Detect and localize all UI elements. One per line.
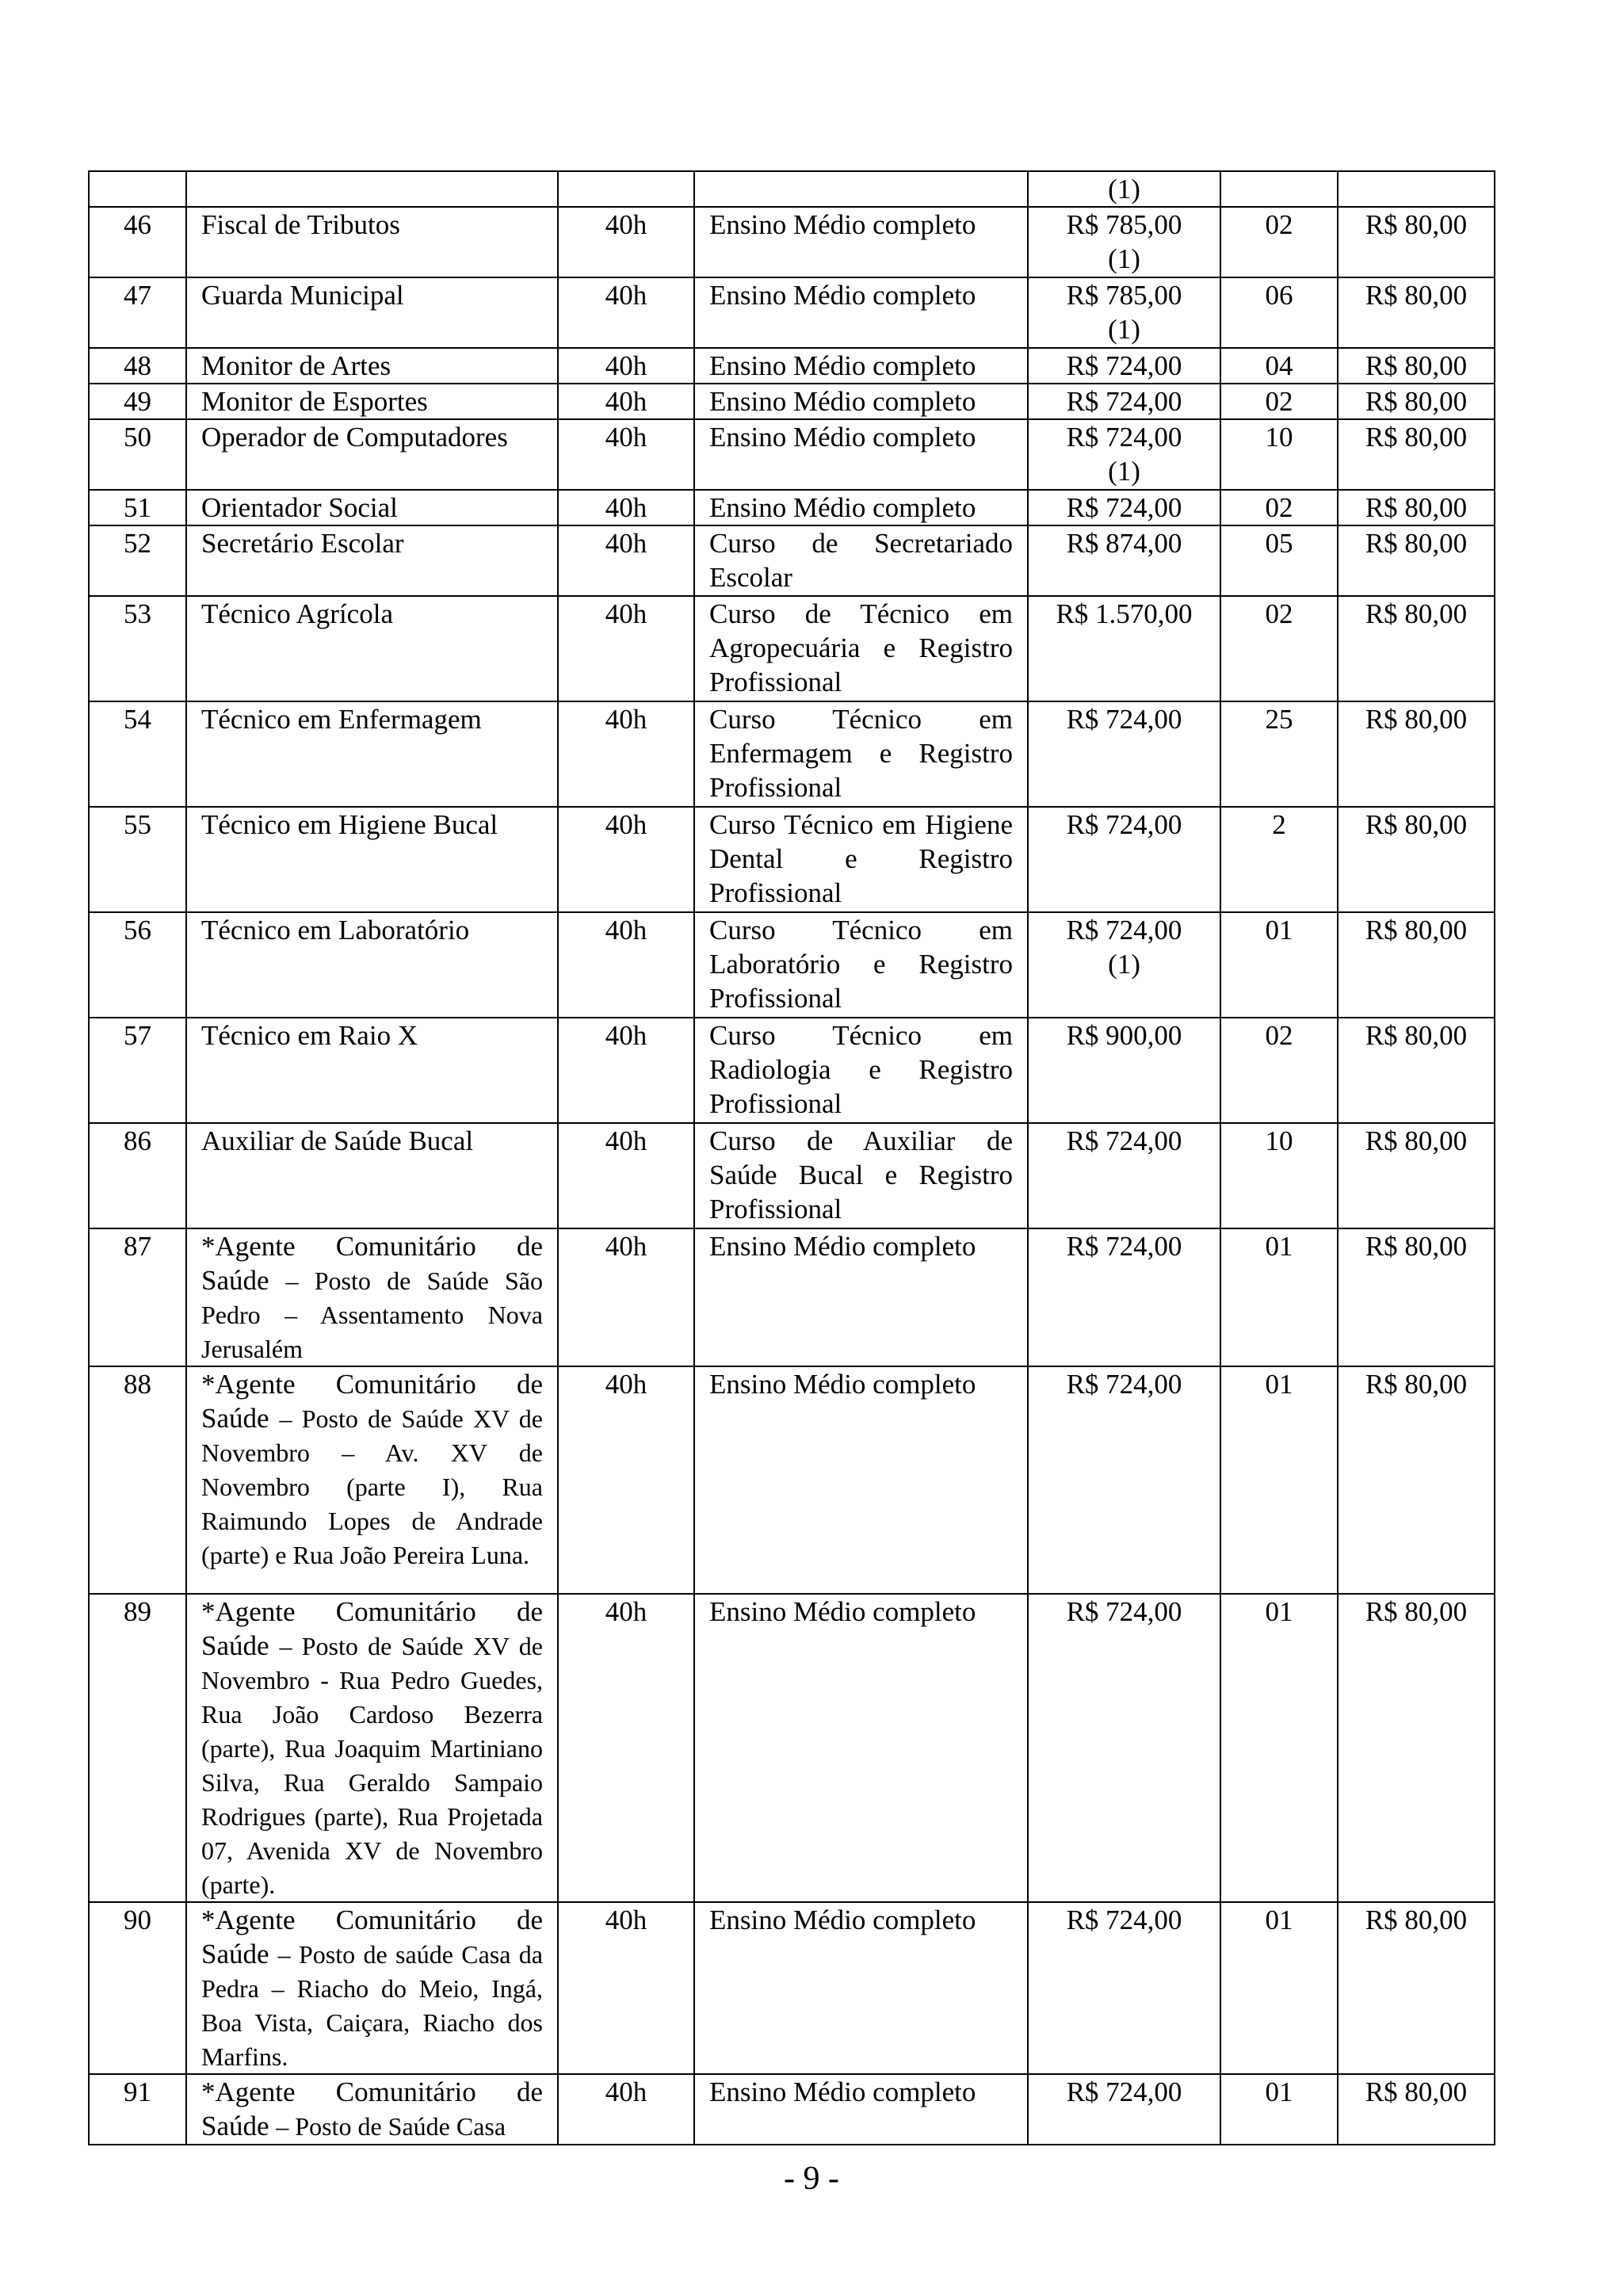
cell-vacancies xyxy=(1220,348,1338,384)
positions-table xyxy=(88,170,1495,2145)
cell-fee xyxy=(1338,701,1495,807)
salary: R$ 874,00 xyxy=(1066,528,1182,559)
cell-fee xyxy=(1338,348,1495,384)
cell-role xyxy=(186,384,558,419)
role-name: *Agente Comunitário de Saúde xyxy=(201,2076,543,2141)
role-detail: – Posto de saúde Casa da Pedra – Riacho do Meio, Ingá, Boa Vista, Caiçara, Riacho dos Marfins. xyxy=(201,1940,544,2071)
requirement: Curso de Secretariado Escolar xyxy=(709,528,1013,593)
cell-requirement xyxy=(694,1123,1028,1228)
registration-fee: R$ 80,00 xyxy=(1365,528,1468,559)
vacancies: 2 xyxy=(1272,809,1286,840)
cell-vacancies xyxy=(1220,1123,1338,1228)
cell-number xyxy=(89,2074,186,2145)
table-row xyxy=(89,701,1495,807)
cell-role xyxy=(186,596,558,701)
requirement: Ensino Médio completo xyxy=(709,280,976,311)
salary-note: (1) xyxy=(1108,949,1140,980)
requirement: Ensino Médio completo xyxy=(709,492,976,523)
cell-number xyxy=(89,1123,186,1228)
cell-vacancies xyxy=(1220,807,1338,912)
cell-hours xyxy=(558,701,694,807)
cell-fee xyxy=(1338,1018,1495,1123)
cell-requirement xyxy=(694,1366,1028,1594)
cell-fee xyxy=(1338,1902,1495,2074)
cell-fee xyxy=(1338,596,1495,701)
salary: R$ 785,00 xyxy=(1066,209,1182,240)
role-name: Técnico em Laboratório xyxy=(201,915,470,946)
role-detail: – Posto de Saúde Casa xyxy=(276,2112,506,2141)
work-hours: 40h xyxy=(605,386,647,417)
salary-note: (1) xyxy=(1108,456,1140,487)
cell-hours xyxy=(558,2074,694,2145)
registration-fee: R$ 80,00 xyxy=(1365,1369,1468,1400)
row-number: 48 xyxy=(124,350,151,381)
work-hours: 40h xyxy=(605,209,647,240)
row-number: 91 xyxy=(124,2076,151,2107)
work-hours: 40h xyxy=(605,915,647,946)
table-row xyxy=(89,1018,1495,1123)
cell-role xyxy=(186,277,558,348)
salary: R$ 724,00 xyxy=(1066,350,1182,381)
cell-salary xyxy=(1028,277,1220,348)
vacancies: 10 xyxy=(1265,422,1293,453)
cell-salary xyxy=(1028,2074,1220,2145)
page-number: - 9 - xyxy=(784,2160,839,2197)
requirement: Ensino Médio completo xyxy=(709,1369,976,1400)
cell-fee xyxy=(1338,207,1495,277)
table-row xyxy=(89,1123,1495,1228)
salary: R$ 724,00 xyxy=(1066,704,1182,735)
role-name: Secretário Escolar xyxy=(201,528,404,559)
vacancies: 06 xyxy=(1265,280,1293,311)
cell-hours xyxy=(558,1228,694,1366)
cell-role xyxy=(186,1902,558,2074)
table-row xyxy=(89,207,1495,277)
vacancies: 01 xyxy=(1265,1596,1293,1627)
cell-hours xyxy=(558,1902,694,2074)
cell-requirement xyxy=(694,1594,1028,1902)
table-row xyxy=(89,2074,1495,2145)
cell-salary xyxy=(1028,1594,1220,1902)
cell-vacancies xyxy=(1220,1366,1338,1594)
vacancies: 10 xyxy=(1265,1125,1293,1156)
vacancies: 02 xyxy=(1265,386,1293,417)
row-number: 54 xyxy=(124,704,151,735)
cell-salary xyxy=(1028,807,1220,912)
cell-requirement xyxy=(694,1018,1028,1123)
cell-role xyxy=(186,1594,558,1902)
cell-salary xyxy=(1028,490,1220,525)
cell-role xyxy=(186,490,558,525)
cell-salary xyxy=(1028,384,1220,419)
vacancies: 04 xyxy=(1265,350,1293,381)
cell-number xyxy=(89,419,186,490)
vacancies: 25 xyxy=(1265,704,1293,735)
cell-role xyxy=(186,1228,558,1366)
cell-salary xyxy=(1028,596,1220,701)
requirement: Curso Técnico em Laboratório e Registro Profissional xyxy=(709,915,1013,1014)
work-hours: 40h xyxy=(605,598,647,629)
cell-salary xyxy=(1028,1902,1220,2074)
registration-fee: R$ 80,00 xyxy=(1365,2076,1468,2107)
cell-hours xyxy=(558,1366,694,1594)
vacancies: 01 xyxy=(1265,1231,1293,1262)
cell-vacancies xyxy=(1220,1594,1338,1902)
salary: R$ 724,00 xyxy=(1066,2076,1182,2107)
role-name: Técnico Agrícola xyxy=(201,598,393,629)
cell-requirement xyxy=(694,419,1028,490)
vacancies: 02 xyxy=(1265,209,1293,240)
row-number: 47 xyxy=(124,280,151,311)
row-number: 90 xyxy=(124,1904,151,1935)
cell-number xyxy=(89,525,186,596)
cell-requirement xyxy=(694,596,1028,701)
registration-fee: R$ 80,00 xyxy=(1365,422,1468,453)
cell-salary xyxy=(1028,348,1220,384)
cell-role xyxy=(186,207,558,277)
cell-fee xyxy=(1338,1123,1495,1228)
cell-role xyxy=(186,419,558,490)
cell-number xyxy=(89,1018,186,1123)
salary: R$ 724,00 xyxy=(1066,492,1182,523)
cell-number xyxy=(89,1228,186,1366)
registration-fee: R$ 80,00 xyxy=(1365,492,1468,523)
cell-vacancies xyxy=(1220,384,1338,419)
cell-hours xyxy=(558,807,694,912)
cell-role xyxy=(186,807,558,912)
cell-role xyxy=(186,1123,558,1228)
cell-requirement xyxy=(694,525,1028,596)
registration-fee: R$ 80,00 xyxy=(1365,704,1468,735)
role-detail: – Posto de Saúde São Pedro – Assentamento Nova Jerusalém xyxy=(201,1266,544,1363)
cell-hours xyxy=(558,419,694,490)
salary: R$ 724,00 xyxy=(1066,809,1182,840)
role-name: Auxiliar de Saúde Bucal xyxy=(201,1125,474,1156)
cell-fee xyxy=(1338,2074,1495,2145)
salary: R$ 724,00 xyxy=(1066,1231,1182,1262)
cell-hours xyxy=(558,1594,694,1902)
table-row xyxy=(89,171,1495,207)
work-hours: 40h xyxy=(605,1231,647,1262)
salary: R$ 724,00 xyxy=(1066,1369,1182,1400)
cell-fee xyxy=(1338,1228,1495,1366)
cell-number xyxy=(89,701,186,807)
role-name: *Agente Comunitário de Saúde xyxy=(201,1596,543,1661)
cell-number xyxy=(89,384,186,419)
vacancies: 02 xyxy=(1265,492,1293,523)
requirement: Curso Técnico em Radiologia e Registro Profissional xyxy=(709,1020,1013,1119)
requirement: Ensino Médio completo xyxy=(709,2076,976,2107)
row-number: 46 xyxy=(124,209,151,240)
cell-vacancies xyxy=(1220,701,1338,807)
cell-vacancies xyxy=(1220,1902,1338,2074)
vacancies: 05 xyxy=(1265,528,1293,559)
cell-fee xyxy=(1338,384,1495,419)
registration-fee: R$ 80,00 xyxy=(1365,915,1468,946)
requirement: Curso de Técnico em Agropecuária e Registro Profissional xyxy=(709,598,1013,697)
cell-vacancies xyxy=(1220,596,1338,701)
vacancies: 01 xyxy=(1265,915,1293,946)
registration-fee: R$ 80,00 xyxy=(1365,1020,1468,1051)
role-name: *Agente Comunitário de Saúde xyxy=(201,1369,543,1434)
cell-hours xyxy=(558,384,694,419)
row-number: 53 xyxy=(124,598,151,629)
row-number: 49 xyxy=(124,386,151,417)
role-name: Fiscal de Tributos xyxy=(201,209,400,240)
registration-fee: R$ 80,00 xyxy=(1365,386,1468,417)
cell-fee xyxy=(1338,525,1495,596)
cell-salary xyxy=(1028,912,1220,1018)
cell-salary xyxy=(1028,1228,1220,1366)
cell-salary xyxy=(1028,419,1220,490)
role-name: *Agente Comunitário de Saúde xyxy=(201,1231,543,1296)
table-row xyxy=(89,384,1495,419)
salary-note: (1) xyxy=(1108,314,1140,345)
cell-number xyxy=(89,207,186,277)
cell-number xyxy=(89,1902,186,2074)
cell-fee xyxy=(1338,807,1495,912)
salary: R$ 785,00 xyxy=(1066,280,1182,311)
cell-role xyxy=(186,701,558,807)
table-row xyxy=(89,277,1495,348)
work-hours: 40h xyxy=(605,528,647,559)
role-name: Monitor de Esportes xyxy=(201,386,428,417)
cell-requirement xyxy=(694,384,1028,419)
cell-requirement xyxy=(694,171,1028,207)
role-detail: – Posto de Saúde XV de Novembro – Av. XV de Novembro (parte I), Rua Raimundo Lopes de Andrade (parte) e Rua João Pereira Luna. xyxy=(201,1404,543,1569)
work-hours: 40h xyxy=(605,350,647,381)
vacancies: 02 xyxy=(1265,598,1293,629)
table-row xyxy=(89,1228,1495,1366)
requirement: Ensino Médio completo xyxy=(709,209,976,240)
salary: R$ 724,00 xyxy=(1066,1125,1182,1156)
requirement: Curso Técnico em Higiene Dental e Registro Profissional xyxy=(709,809,1013,908)
cell-requirement xyxy=(694,807,1028,912)
cell-role xyxy=(186,171,558,207)
salary-note: (1) xyxy=(1108,243,1140,274)
role-name: Monitor de Artes xyxy=(201,350,391,381)
work-hours: 40h xyxy=(605,492,647,523)
salary: R$ 724,00 xyxy=(1066,422,1182,453)
cell-fee xyxy=(1338,171,1495,207)
row-number: 89 xyxy=(124,1596,151,1627)
cell-vacancies xyxy=(1220,419,1338,490)
cell-vacancies xyxy=(1220,207,1338,277)
cell-role xyxy=(186,1018,558,1123)
work-hours: 40h xyxy=(605,809,647,840)
row-number: 57 xyxy=(124,1020,151,1051)
table-row xyxy=(89,1366,1495,1594)
cell-requirement xyxy=(694,277,1028,348)
requirement: Ensino Médio completo xyxy=(709,422,976,453)
work-hours: 40h xyxy=(605,280,647,311)
row-number: 56 xyxy=(124,915,151,946)
cell-fee xyxy=(1338,419,1495,490)
row-number: 52 xyxy=(124,528,151,559)
salary: R$ 724,00 xyxy=(1066,1904,1182,1935)
requirement: Ensino Médio completo xyxy=(709,1904,976,1935)
cell-number xyxy=(89,912,186,1018)
vacancies: 01 xyxy=(1265,1904,1293,1935)
requirement: Ensino Médio completo xyxy=(709,350,976,381)
cell-salary xyxy=(1028,207,1220,277)
cell-vacancies xyxy=(1220,277,1338,348)
cell-requirement xyxy=(694,701,1028,807)
registration-fee: R$ 80,00 xyxy=(1365,598,1468,629)
cell-role xyxy=(186,525,558,596)
cell-salary xyxy=(1028,1366,1220,1594)
cell-fee xyxy=(1338,490,1495,525)
row-number: 50 xyxy=(124,422,151,453)
row-number: 51 xyxy=(124,492,151,523)
requirement: Ensino Médio completo xyxy=(709,1231,976,1262)
cell-requirement xyxy=(694,2074,1028,2145)
registration-fee: R$ 80,00 xyxy=(1365,209,1468,240)
registration-fee: R$ 80,00 xyxy=(1365,809,1468,840)
cell-number xyxy=(89,596,186,701)
table-row xyxy=(89,525,1495,596)
requirement: Curso Técnico em Enfermagem e Registro Profissional xyxy=(709,704,1013,803)
cell-hours xyxy=(558,1123,694,1228)
cell-hours xyxy=(558,171,694,207)
registration-fee: R$ 80,00 xyxy=(1365,1231,1468,1262)
cell-role xyxy=(186,1366,558,1594)
cell-salary xyxy=(1028,1123,1220,1228)
cell-hours xyxy=(558,348,694,384)
cell-number xyxy=(89,277,186,348)
cell-requirement xyxy=(694,348,1028,384)
cell-salary xyxy=(1028,1018,1220,1123)
row-number: 88 xyxy=(124,1369,151,1400)
table-row xyxy=(89,807,1495,912)
requirement: Ensino Médio completo xyxy=(709,1596,976,1627)
salary: R$ 724,00 xyxy=(1066,1596,1182,1627)
row-number: 86 xyxy=(124,1125,151,1156)
work-hours: 40h xyxy=(605,704,647,735)
work-hours: 40h xyxy=(605,1125,647,1156)
cell-hours xyxy=(558,277,694,348)
cell-vacancies xyxy=(1220,171,1338,207)
cell-salary xyxy=(1028,701,1220,807)
vacancies: 01 xyxy=(1265,2076,1293,2107)
table-row xyxy=(89,348,1495,384)
cell-requirement xyxy=(694,1902,1028,2074)
table-body xyxy=(89,171,1495,2145)
work-hours: 40h xyxy=(605,1904,647,1935)
registration-fee: R$ 80,00 xyxy=(1365,1125,1468,1156)
registration-fee: R$ 80,00 xyxy=(1365,280,1468,311)
cell-vacancies xyxy=(1220,1228,1338,1366)
role-detail: – Posto de Saúde XV de Novembro - Rua Pedro Guedes, Rua João Cardoso Bezerra (parte), Rua Joaquim Martiniano Silva, Rua Geraldo Sampaio Rodrigues (parte), Rua Projetada 07, Avenida XV de Novembro (parte). xyxy=(201,1632,543,1899)
cell-number xyxy=(89,490,186,525)
cell-vacancies xyxy=(1220,912,1338,1018)
role-name: Técnico em Raio X xyxy=(201,1020,418,1051)
table-row xyxy=(89,419,1495,490)
cell-number xyxy=(89,1594,186,1902)
role-name: *Agente Comunitário de Saúde xyxy=(201,1904,543,1969)
cell-number xyxy=(89,1366,186,1594)
vacancies: 01 xyxy=(1265,1369,1293,1400)
work-hours: 40h xyxy=(605,1020,647,1051)
table-row xyxy=(89,596,1495,701)
cell-requirement xyxy=(694,912,1028,1018)
cell-vacancies xyxy=(1220,1018,1338,1123)
cell-requirement xyxy=(694,207,1028,277)
cell-hours xyxy=(558,912,694,1018)
row-number: 87 xyxy=(124,1231,151,1262)
registration-fee: R$ 80,00 xyxy=(1365,1596,1468,1627)
cell-fee xyxy=(1338,1594,1495,1902)
salary: R$ 1.570,00 xyxy=(1056,598,1193,629)
work-hours: 40h xyxy=(605,1369,647,1400)
cell-hours xyxy=(558,207,694,277)
cell-role xyxy=(186,912,558,1018)
table-row xyxy=(89,1594,1495,1902)
cell-number xyxy=(89,171,186,207)
requirement: Curso de Auxiliar de Saúde Bucal e Registro Profissional xyxy=(709,1125,1013,1224)
requirement: Ensino Médio completo xyxy=(709,386,976,417)
vacancies: 02 xyxy=(1265,1020,1293,1051)
cell-fee xyxy=(1338,1366,1495,1594)
role-name: Operador de Computadores xyxy=(201,422,508,453)
work-hours: 40h xyxy=(605,422,647,453)
salary-note: (1) xyxy=(1108,174,1140,204)
cell-vacancies xyxy=(1220,525,1338,596)
salary: R$ 724,00 xyxy=(1066,915,1182,946)
cell-fee xyxy=(1338,912,1495,1018)
cell-hours xyxy=(558,1018,694,1123)
table-row xyxy=(89,490,1495,525)
cell-requirement xyxy=(694,490,1028,525)
cell-hours xyxy=(558,525,694,596)
salary: R$ 724,00 xyxy=(1066,386,1182,417)
role-name: Guarda Municipal xyxy=(201,280,404,311)
registration-fee: R$ 80,00 xyxy=(1365,350,1468,381)
cell-vacancies xyxy=(1220,490,1338,525)
cell-salary xyxy=(1028,525,1220,596)
cell-number xyxy=(89,348,186,384)
row-number: 55 xyxy=(124,809,151,840)
table-row xyxy=(89,912,1495,1018)
table-row xyxy=(89,1902,1495,2074)
cell-role xyxy=(186,348,558,384)
cell-number xyxy=(89,807,186,912)
cell-hours xyxy=(558,490,694,525)
role-name: Orientador Social xyxy=(201,492,398,523)
cell-requirement xyxy=(694,1228,1028,1366)
cell-fee xyxy=(1338,277,1495,348)
work-hours: 40h xyxy=(605,1596,647,1627)
cell-vacancies xyxy=(1220,2074,1338,2145)
work-hours: 40h xyxy=(605,2076,647,2107)
role-name: Técnico em Enfermagem xyxy=(201,704,482,735)
cell-role xyxy=(186,2074,558,2145)
salary: R$ 900,00 xyxy=(1066,1020,1182,1051)
role-name: Técnico em Higiene Bucal xyxy=(201,809,498,840)
cell-hours xyxy=(558,596,694,701)
registration-fee: R$ 80,00 xyxy=(1365,1904,1468,1935)
cell-salary xyxy=(1028,171,1220,207)
